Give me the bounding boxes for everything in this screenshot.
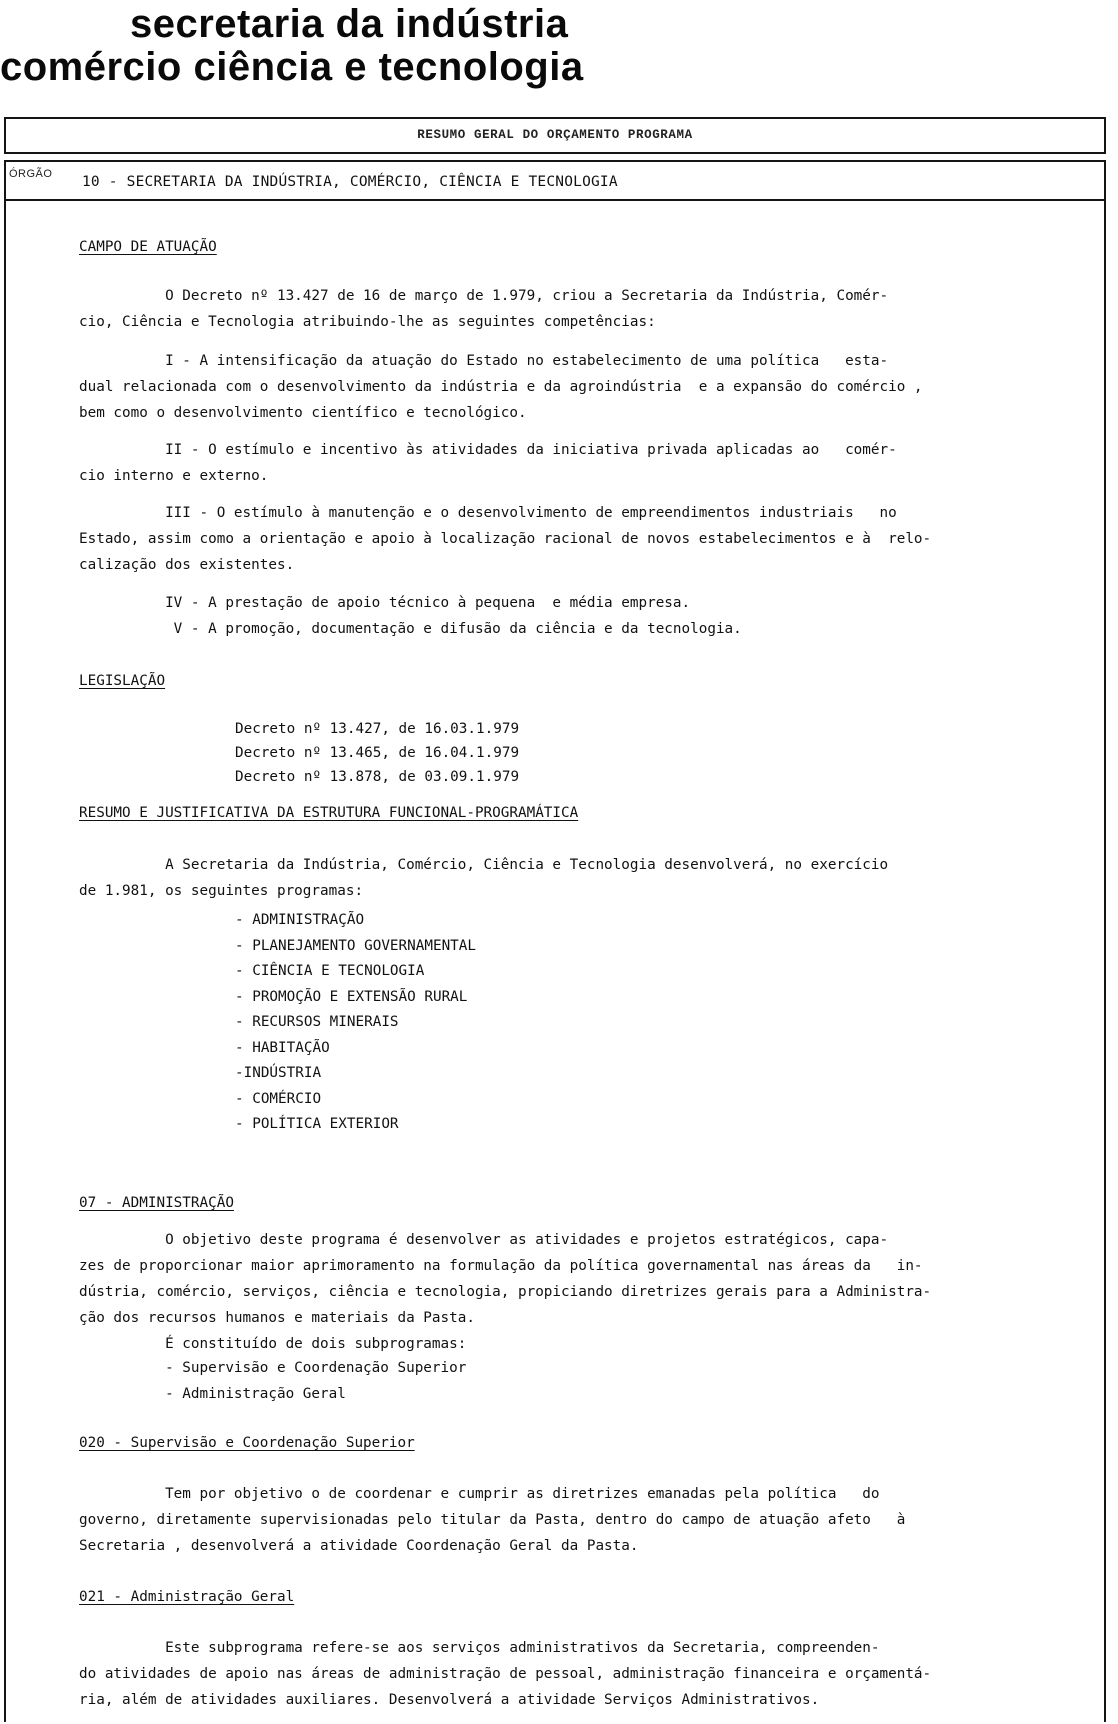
administracao-line-3: dústria, comércio, serviços, ciência e tecnologia, propiciando diretrizes gerais para a Administra- [79, 1284, 932, 1300]
banner-title: RESUMO GERAL DO ORÇAMENTO PROGRAMA [417, 128, 693, 142]
heading-resumo-estrutura: RESUMO E JUSTIFICATIVA DA ESTRUTURA FUNCIONAL-PROGRAMÁTICA [79, 805, 579, 821]
sub020-line-2: governo, diretamente supervisionadas pelo titular da Pasta, dentro do campo de atuação afeto à [79, 1512, 906, 1528]
competencia-i-line-3: bem como o desenvolvimento científico e tecnológico. [79, 405, 527, 421]
program-item: - CIÊNCIA E TECNOLOGIA [235, 963, 425, 979]
sub021-line-2: do atividades de apoio nas áreas de administração de pessoal, administração financeira e orçamentá- [79, 1666, 932, 1682]
heading-campo-de-atuacao: CAMPO DE ATUAÇÃO [79, 239, 217, 255]
competencia-iii-line-2: Estado, assim como a orientação e apoio à localização racional de novos estabelecimentos e à relo- [79, 531, 932, 547]
administracao-line-5: É constituído de dois subprogramas: [79, 1336, 467, 1352]
sub021-line-3: ria, além de atividades auxiliares. Desenvolverá a atividade Serviços Administrativos. [79, 1692, 820, 1708]
banner-box [4, 117, 1106, 154]
document-title-line-2: comércio ciência e tecnologia [0, 45, 584, 89]
campo-intro-line-1: O Decreto nº 13.427 de 16 de março de 1.979, criou a Secretaria da Indústria, Comér- [79, 288, 889, 304]
sub021-line-1: Este subprograma refere-se aos serviços administrativos da Secretaria, compreenden- [79, 1640, 880, 1656]
sub020-line-3: Secretaria , desenvolverá a atividade Coordenação Geral da Pasta. [79, 1538, 639, 1554]
legislacao-decreto-1: Decreto nº 13.427, de 16.03.1.979 [235, 721, 520, 737]
program-item: - HABITAÇÃO [235, 1040, 330, 1056]
resumo-intro-line-2: de 1.981, os seguintes programas: [79, 883, 364, 899]
program-item: - ADMINISTRAÇÃO [235, 912, 365, 928]
program-item: - COMÉRCIO [235, 1091, 322, 1107]
sub020-line-1: Tem por objetivo o de coordenar e cumprir as diretrizes emanadas pela política do [79, 1486, 880, 1502]
campo-intro-line-2: cio, Ciência e Tecnologia atribuindo-lhe as seguintes competências: [79, 314, 656, 330]
administracao-subprograma-2: - Administração Geral [79, 1386, 346, 1402]
orgao-label: ÓRGÃO [9, 168, 53, 180]
administracao-line-4: ção dos recursos humanos e materiais da Pasta. [79, 1310, 475, 1326]
program-item: - PROMOÇÃO E EXTENSÃO RURAL [235, 989, 468, 1005]
heading-subprograma-021: 021 - Administração Geral [79, 1589, 295, 1605]
administracao-line-1: O objetivo deste programa é desenvolver as atividades e projetos estratégicos, capa- [79, 1232, 889, 1248]
orgao-row [6, 162, 1104, 201]
competencia-i-line-1: I - A intensificação da atuação do Estado no estabelecimento de uma política esta- [79, 353, 889, 369]
competencia-ii-line-2: cio interno e externo. [79, 468, 269, 484]
document-title-line-1: secretaria da indústria [130, 2, 569, 46]
competencia-ii-line-1: II - O estímulo e incentivo às atividades da iniciativa privada aplicadas ao comér- [79, 442, 897, 458]
heading-programa-administracao: 07 - ADMINISTRAÇÃO [79, 1195, 234, 1211]
competencia-iv: IV - A prestação de apoio técnico à pequena e média empresa. [79, 595, 691, 611]
orgao-value: 10 - SECRETARIA DA INDÚSTRIA, COMÉRCIO, CIÊNCIA E TECNOLOGIA [82, 174, 618, 190]
heading-legislacao: LEGISLAÇÃO [79, 673, 166, 689]
administracao-subprograma-1: - Supervisão e Coordenação Superior [79, 1360, 467, 1376]
competencia-v: V - A promoção, documentação e difusão da ciência e da tecnologia. [79, 621, 742, 637]
competencia-i-line-2: dual relacionada com o desenvolvimento da indústria e da agroindústria e a expansão do comércio , [79, 379, 923, 395]
administracao-line-2: zes de proporcionar maior aprimoramento na formulação da política governamental nas áreas da in- [79, 1258, 923, 1274]
program-item: - POLÍTICA EXTERIOR [235, 1116, 399, 1132]
resumo-intro-line-1: A Secretaria da Indústria, Comércio, Ciência e Tecnologia desenvolverá, no exercício [79, 857, 889, 873]
competencia-iii-line-3: calização dos existentes. [79, 557, 295, 573]
program-item: -INDÚSTRIA [235, 1065, 322, 1081]
heading-subprograma-020: 020 - Supervisão e Coordenação Superior [79, 1435, 415, 1451]
competencia-iii-line-1: III - O estímulo à manutenção e o desenvolvimento de empreendimentos industriais no [79, 505, 897, 521]
program-item: - PLANEJAMENTO GOVERNAMENTAL [235, 938, 477, 954]
legislacao-decreto-2: Decreto nº 13.465, de 16.04.1.979 [235, 745, 520, 761]
program-item: - RECURSOS MINERAIS [235, 1014, 399, 1030]
legislacao-decreto-3: Decreto nº 13.878, de 03.09.1.979 [235, 769, 520, 785]
